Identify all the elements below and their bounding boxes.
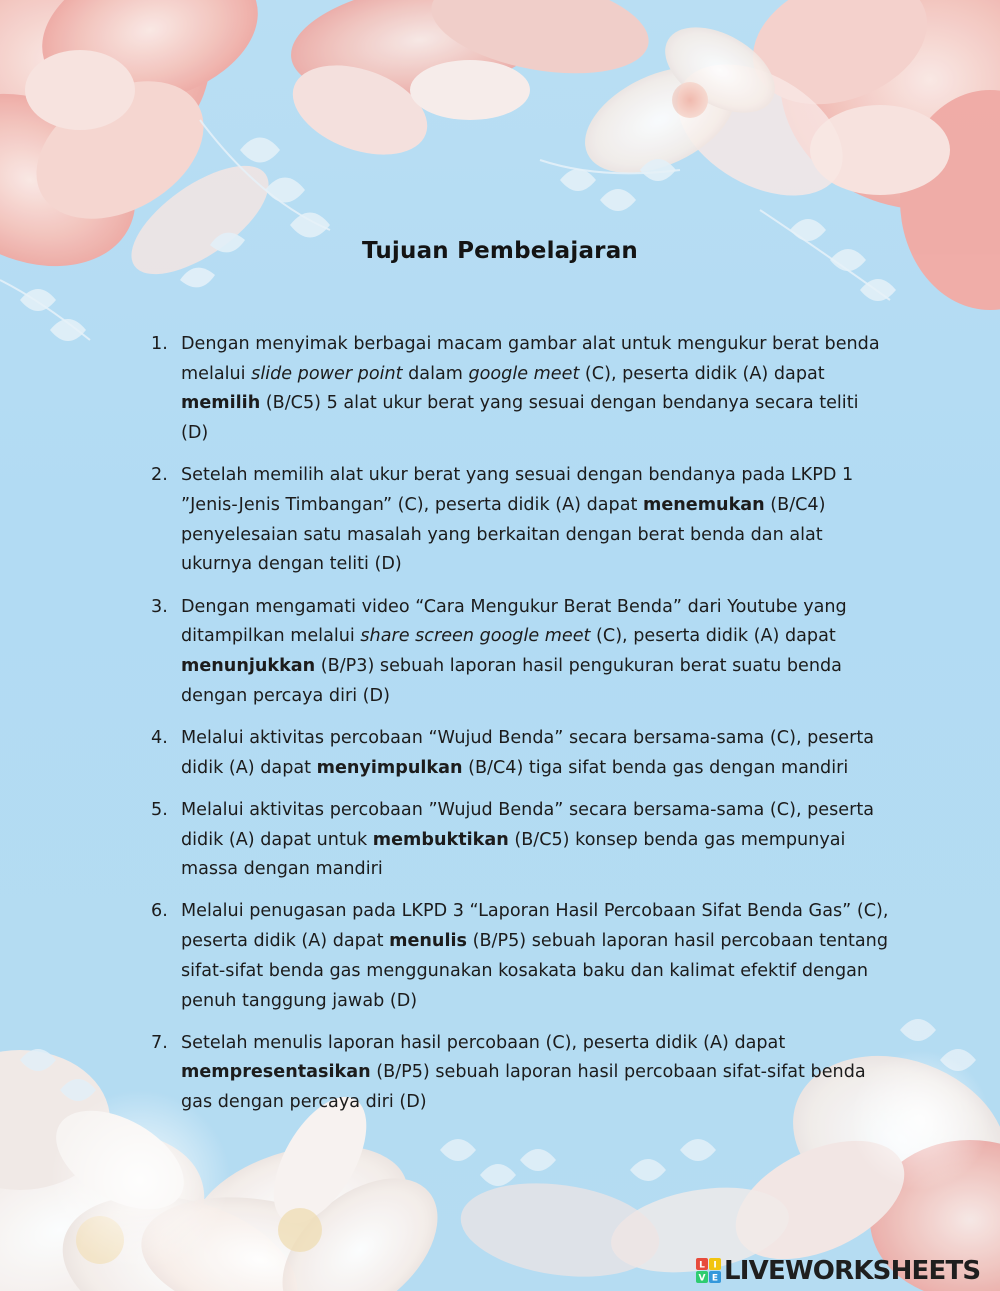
objective-text-segment: (B/C5) konsep benda gas mempunyai massa dengan mandiri (181, 829, 846, 880)
objective-item (150, 1029, 890, 1118)
objective-text (181, 597, 847, 706)
objective-number: 2. (151, 465, 168, 486)
page-title: Tujuan Pembelajaran (361, 238, 639, 264)
objective-text-segment: (B/C5) 5 alat ukur berat yang sesuai dengan bendanya secara teliti (D) (181, 393, 859, 444)
objective-text (181, 728, 874, 778)
objective-number: 5. (151, 799, 168, 820)
objective-keyword: menulis (389, 931, 467, 952)
objective-keyword: menunjukkan (181, 656, 316, 677)
objective-text-segment: dalam (402, 363, 469, 384)
objective-item (150, 796, 890, 885)
objective-keyword: menemukan (642, 495, 765, 516)
logo-letter: V (698, 1273, 706, 1284)
objective-text-segment: Dengan mengamati video “Cara Mengukur Berat Benda” dari Youtube yang ditampilkan melalui (181, 596, 847, 647)
objective-item (150, 593, 890, 712)
objective-item (150, 461, 890, 580)
objective-italic-term: share screen google meet (360, 626, 591, 647)
objective-number: 4. (151, 727, 168, 748)
objective-number: 3. (151, 596, 168, 617)
watermark-text: LIVEWORKSHEETS (724, 1256, 981, 1286)
objective-text (181, 1033, 866, 1112)
objective-text-segment: (B/C4) penyelesaian satu masalah yang berkaitan dengan berat benda dan alat ukurnya dengan teliti (D) (181, 495, 826, 575)
objective-number: 6. (151, 901, 168, 922)
objective-text-segment: (C), peserta didik (A) dapat (579, 363, 825, 384)
objective-text (181, 465, 853, 574)
objective-text-segment: (B/P5) sebuah laporan hasil percobaan sifat-sifat benda gas dengan percaya diri (D) (181, 1062, 866, 1113)
objective-text (181, 800, 874, 879)
objective-text (181, 901, 888, 1010)
objective-item (150, 724, 890, 783)
objective-number: 1. (151, 334, 168, 354)
objective-text-segment: (B/C4) tiga sifat benda gas dengan mandiri (462, 757, 849, 778)
objective-keyword: menyimpulkan (316, 757, 463, 778)
objective-text-segment: Setelah memilih alat ukur berat yang sesuai dengan bendanya pada LKPD 1 ”Jenis-Jenis Timbangan” (C), peserta didik (A) dapat (181, 465, 854, 516)
objective-text-segment: Dengan menyimak berbagai macam gambar alat untuk mengukur berat benda melalui (181, 334, 880, 384)
objective-text-segment: (C), peserta didik (A) dapat (590, 626, 836, 647)
objective-text-segment: (B/P5) sebuah laporan hasil percobaan tentang sifat-sifat benda gas menggunakan kosakata baku dan kalimat efektif dengan penuh tanggung jawab (D) (181, 931, 888, 1011)
objective-keyword: memilih (181, 393, 261, 414)
logo-letter: E (711, 1273, 719, 1284)
objective-text (181, 334, 880, 443)
objective-number: 7. (151, 1032, 168, 1053)
objective-item (150, 897, 890, 1016)
objective-item (150, 330, 890, 449)
liveworksheets-watermark[interactable] (696, 1256, 980, 1286)
objective-text-segment: Setelah menulis laporan hasil percobaan (C), peserta didik (A) dapat (181, 1032, 786, 1053)
logo-letter: L (699, 1260, 705, 1271)
objective-italic-term: slide power point (251, 363, 403, 384)
objective-italic-term: google meet (468, 363, 580, 384)
objective-text-segment: Melalui aktivitas percobaan ”Wujud Benda” secara bersama-sama (C), peserta didik (A) dapat untuk (181, 799, 875, 850)
objective-keyword: mempresentasikan (181, 1062, 371, 1083)
objective-text-segment: (B/P3) sebuah laporan hasil pengukuran berat suatu benda dengan percaya diri (D) (181, 656, 842, 706)
objective-keyword: membuktikan (372, 829, 509, 850)
logo-letter: I (713, 1260, 717, 1271)
liveworksheets-logo-icon (696, 1258, 722, 1284)
objective-text-segment: Melalui aktivitas percobaan “Wujud Benda” secara bersama-sama (C), peserta didik (A) dapat (181, 727, 875, 778)
learning-objectives-list (150, 330, 890, 1130)
objective-text-segment: Melalui penugasan pada LKPD 3 “Laporan Hasil Percobaan Sifat Benda Gas” (C), peserta didik (A) dapat (181, 901, 889, 952)
